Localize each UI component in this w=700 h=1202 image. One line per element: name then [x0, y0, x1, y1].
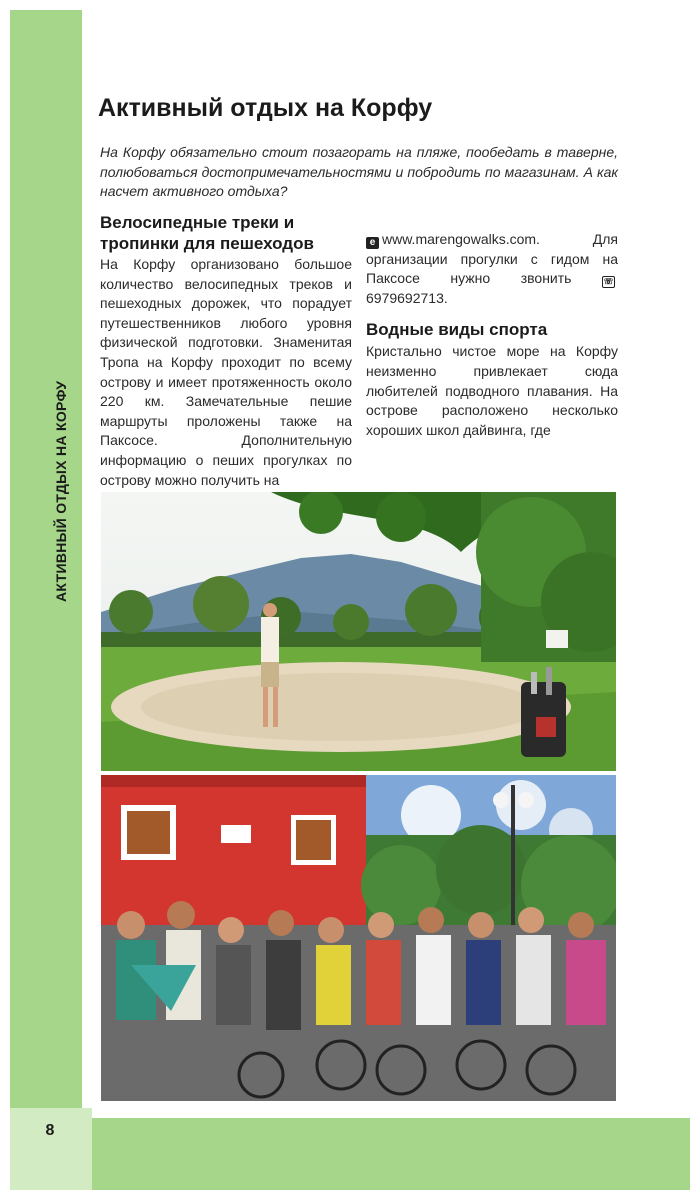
section-heading-cycling: Велосипедные треки и тропинки для пешеходов [100, 213, 314, 253]
footer-bar [10, 1118, 690, 1190]
page-number-tab [10, 1108, 92, 1190]
cycling-crowd-photo [101, 775, 616, 1101]
cycling-paragraph: На Корфу организовано большое количество велосипедных треков и пешеходных дорожек, что порадует путешественников любого уровня физической подготовки. Знаменитая Тропа на Корфу проходит по всему острову и имеет протяженность около 220 км. Замечательные пешие маршруты проложены также на Паксосе. Дополнительную информацию о пеших прогулках по острову можно получить на [100, 256, 352, 488]
phone-icon: ☏ [603, 277, 614, 287]
website-link[interactable]: www.marengowalks.com. [382, 231, 540, 247]
contact-paragraph [366, 230, 618, 308]
phone-number: 6979692713. [366, 289, 448, 306]
page-title: Активный отдых на Корфу [98, 94, 433, 122]
golf-photo [101, 492, 616, 771]
section-heading-water-sports: Водные виды спорта [366, 320, 548, 340]
guide-text: Для организации прогулки с гидом на Паксосе нужно звонить [366, 231, 618, 287]
chapter-label: АКТИВНЫЙ ОТДЫХ НА КОРФУ [53, 380, 69, 602]
right-column [366, 230, 618, 440]
web-icon: e [366, 237, 379, 249]
page-number: 8 [45, 1122, 55, 1139]
left-column [100, 212, 352, 490]
water-sports-paragraph: Кристально чистое море на Корфу неизменно привлекает сюда любителей подводного плавания. На острове расположено несколько хороших школ дайвинга, где [366, 343, 618, 438]
chapter-sidebar [10, 10, 82, 1112]
intro-paragraph: На Корфу обязательно стоит позагорать на пляже, пообедать в таверне, полюбоваться достопримечательностями и побродить по магазинам. А как насчет активного отдыха? [100, 144, 618, 199]
